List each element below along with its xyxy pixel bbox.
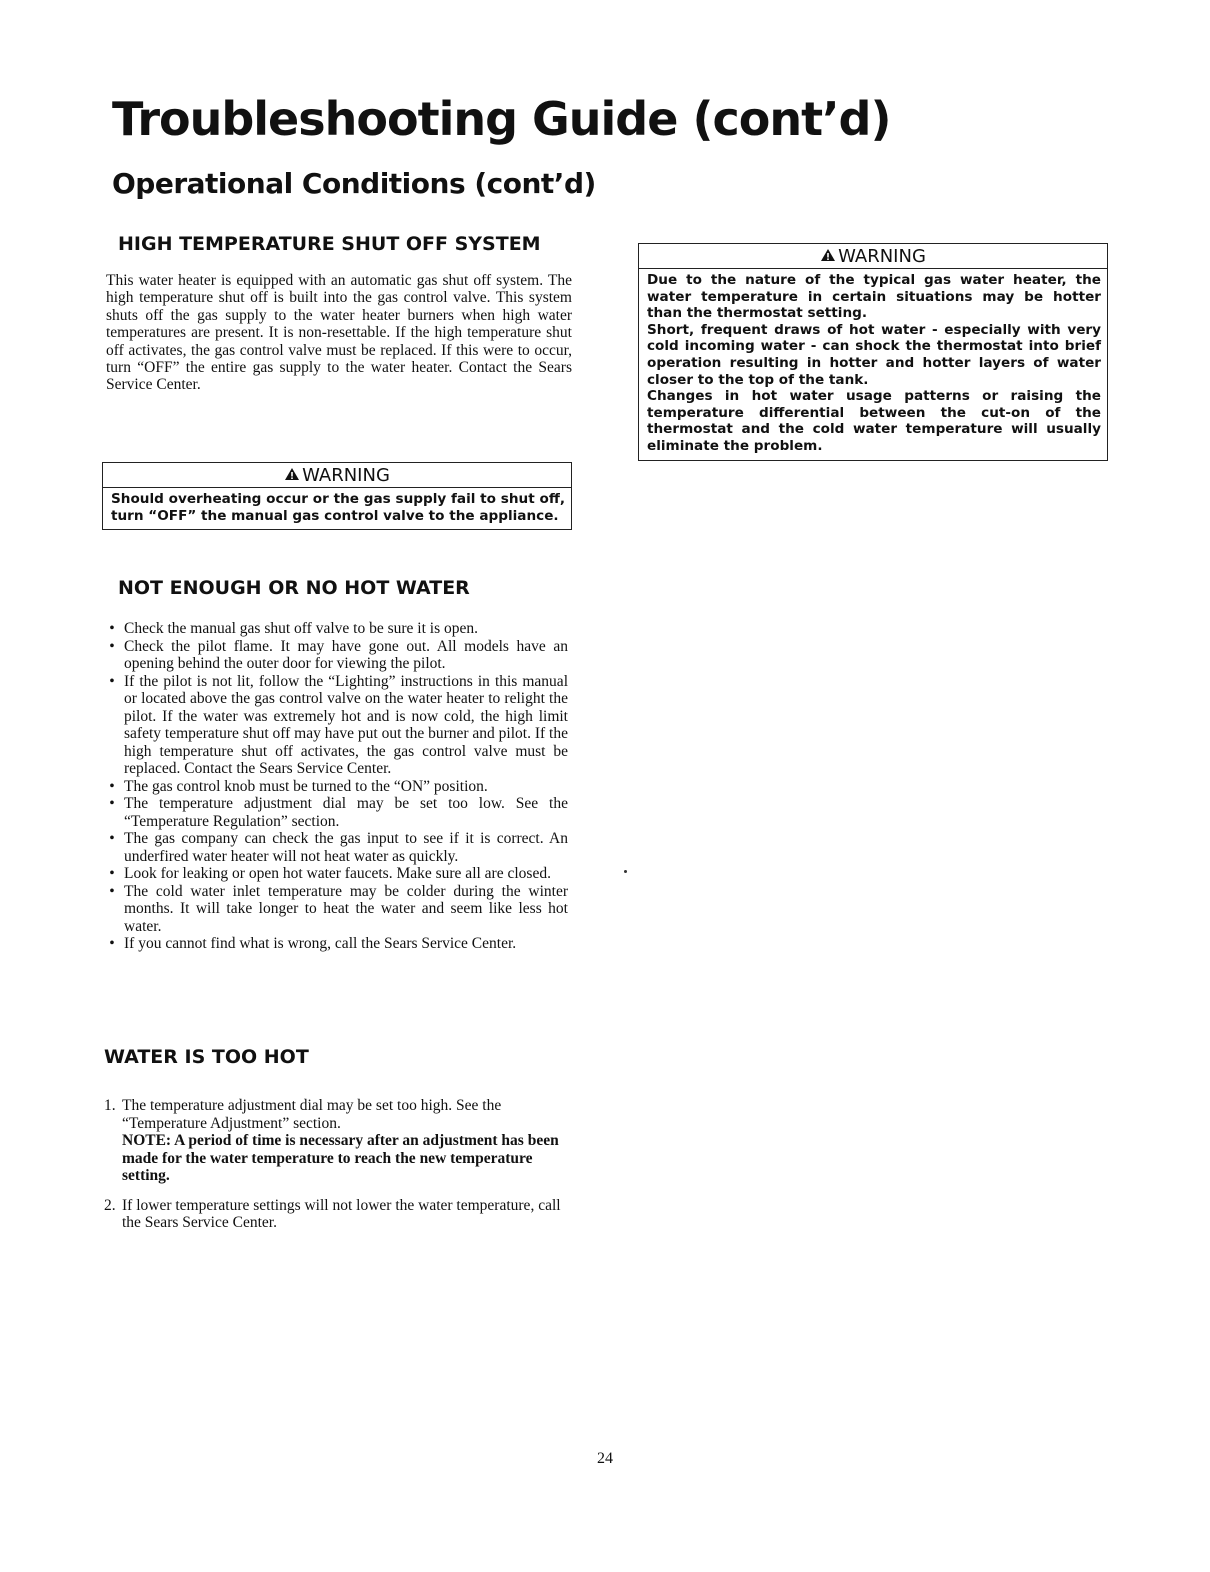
right-warning-label: WARNING (838, 246, 926, 267)
list-item-text: The cold water inlet temperature may be colder during the winter months. It will take longer to heat the water and seem like less hot water. (124, 882, 568, 935)
list-item: • Check the manual gas shut off valve to be sure it is open. (109, 620, 478, 637)
right-warning-box (638, 243, 1108, 461)
right-warning-paragraph-1: Due to the nature of the typical gas water heater, the water temperature in certain situations may be hotter than the thermostat setting. (647, 272, 1101, 322)
not-enough-list (106, 620, 568, 953)
list-item-text: The temperature adjustment dial may be set too low. See the “Temperature Regulation” section. (124, 795, 568, 830)
high-temp-heading: HIGH TEMPERATURE SHUT OFF SYSTEM (118, 233, 541, 255)
warning-triangle-icon (284, 465, 300, 487)
page-subtitle: Operational Conditions (cont’d) (112, 167, 596, 200)
list-item-text: The temperature adjustment dial may be set too high. See the “Temperature Adjustment” section. (122, 1097, 502, 1132)
list-item: • Look for leaking or open hot water faucets. Make sure all are closed. (109, 865, 551, 882)
list-item: • If the pilot is not lit, follow the “Lighting” instructions in this manual or located above the gas control valve on the water heater to relight the pilot. If the water was extremely hot and is now cold, the high limit safety temperature shut off may have put out the burner and pilot. If the high temperature shut off activates, the gas control valve must be replaced. Contact the Sears Service Center. (109, 672, 568, 777)
high-temp-body: This water heater is equipped with an automatic gas shut off system. The high temperature shut off is built into the gas control valve. This system shuts off the gas supply to the water heater burners when high water temperatures are present. It is non-resettable. If the high temperature shut off activates, the gas control valve must be replaced. If this were to occur, turn “OFF” the entire gas supply to the water heater. Contact the Sears Service Center. (106, 272, 572, 394)
too-hot-heading: WATER IS TOO HOT (104, 1046, 309, 1068)
warning-text (103, 488, 571, 529)
list-item-text: Look for leaking or open hot water faucets. Make sure all are closed. (124, 865, 551, 882)
high-temp-warning-box (102, 462, 572, 530)
list-item-text: If you cannot find what is wrong, call the Sears Service Center. (124, 935, 517, 952)
warning-paragraph: Should overheating occur or the gas supply fail to shut off, turn “OFF” the manual gas control valve to the appliance. (111, 491, 565, 524)
list-item-text: The gas control knob must be turned to the “ON” position. (124, 777, 488, 795)
list-item-text: If the pilot is not lit, follow the “Lighting” instructions in this manual or located above the gas control valve on the water heater to relight the pilot. If the water was extremely hot and is now cold, the high limit safety temperature shut off may have put out the burner and pilot. If the high temperature shut off activates, the gas control valve must be replaced. Contact the Sears Service Center. (124, 672, 568, 777)
list-item: • The gas control knob must be turned to the “ON” position. (109, 777, 488, 795)
warning-triangle-icon (820, 246, 836, 268)
list-item: • The cold water inlet temperature may be colder during the winter months. It will take longer to heat the water and seem like less hot water. (109, 882, 568, 935)
list-item (104, 1197, 568, 1232)
list-number: 2. (104, 1196, 116, 1214)
scan-speck (624, 870, 627, 873)
note-text: NOTE: A period of time is necessary after an adjustment has been made for the water temperature to reach the new temperature setting. (122, 1132, 559, 1184)
list-item-text: The gas company can check the gas input to see if it is correct. An underfired water heater will not heat water as quickly. (124, 830, 568, 865)
right-warning-text (639, 269, 1107, 460)
too-hot-list (104, 1097, 568, 1244)
list-item-text: Check the manual gas shut off valve to be sure it is open. (124, 620, 478, 637)
list-item-text: If lower temperature settings will not lower the water temperature, call the Sears Service Center. (122, 1196, 561, 1231)
list-item (104, 1097, 568, 1185)
right-warning-paragraph-2: Short, frequent draws of hot water - especially with very cold incoming water - can shock the thermostat into brief operation resulting in hotter and hotter layers of water closer to the top of the tank. (647, 321, 1101, 388)
list-item: • Check the pilot flame. It may have gone out. All models have an opening behind the outer door for viewing the pilot. (109, 637, 568, 672)
not-enough-heading: NOT ENOUGH OR NO HOT WATER (118, 577, 470, 599)
list-item: • The gas company can check the gas input to see if it is correct. An underfired water heater will not heat water as quickly. (109, 830, 568, 865)
list-item-text: Check the pilot flame. It may have gone out. All models have an opening behind the outer door for viewing the pilot. (124, 637, 568, 672)
warning-header (103, 463, 571, 488)
page-number: 24 (597, 1450, 613, 1467)
warning-label: WARNING (302, 465, 390, 486)
list-number: 1. (104, 1097, 116, 1114)
list-item: • The temperature adjustment dial may be set too low. See the “Temperature Regulation” section. (109, 795, 568, 830)
right-warning-paragraph-3: Changes in hot water usage patterns or raising the temperature differential between the cut-on of the thermostat and the cold water temperature will usually eliminate the problem. (647, 388, 1101, 454)
page-title: Troubleshooting Guide (cont’d) (112, 92, 891, 146)
right-warning-header (639, 244, 1107, 269)
list-item: • If you cannot find what is wrong, call the Sears Service Center. (109, 935, 517, 952)
